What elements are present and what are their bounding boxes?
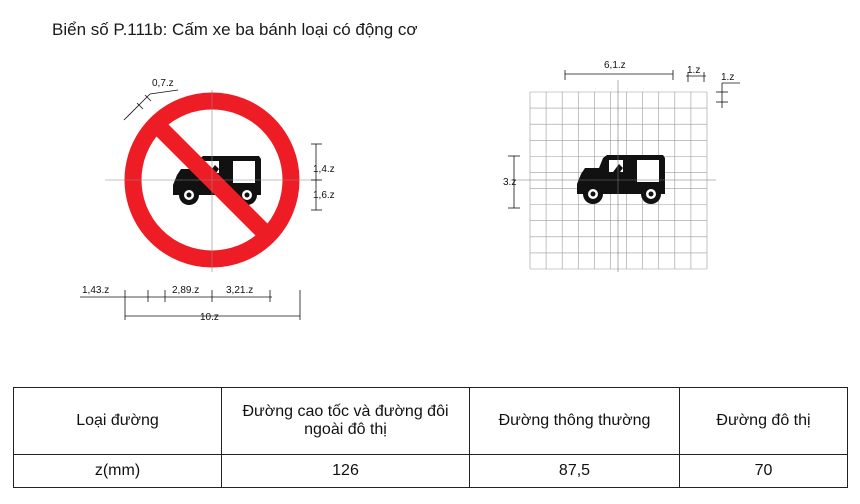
dim-left-margin-label: 1,43.z — [82, 285, 110, 296]
dim-right-span-label: 3,21.z — [226, 285, 254, 296]
header-urban-road: Đường đô thị — [680, 388, 848, 455]
header-road-type: Loại đường — [14, 388, 222, 455]
dim-lower-label: 1,6.z — [313, 190, 335, 201]
dim-cell-h-label: 1.z — [721, 72, 735, 83]
value-urban-road: 70 — [680, 455, 848, 488]
row-label: z(mm) — [14, 455, 222, 488]
dim-left-span-label: 2,89.z — [172, 285, 200, 296]
dim-grid-top — [565, 70, 740, 108]
dim-upper-label: 1,4.z — [313, 164, 335, 175]
dim-grid-width-label: 6,1.z — [604, 60, 626, 71]
table-row — [14, 455, 848, 488]
header-expressway: Đường cao tốc và đường đôi ngoài đô thị — [222, 388, 470, 455]
value-normal-road: 87,5 — [470, 455, 680, 488]
prohibition-sign — [105, 90, 320, 272]
dim-diameter-label: 10.z — [200, 312, 219, 323]
table-header-row — [14, 388, 848, 455]
dim-cell-w-label: 1.z — [687, 65, 701, 76]
dim-grid-height-label: 3.z — [503, 177, 517, 188]
value-expressway: 126 — [222, 455, 470, 488]
dim-border-label: 0,7.z — [152, 78, 174, 89]
grid-tricar-icon — [577, 155, 665, 204]
header-normal-road: Đường thông thường — [470, 388, 680, 455]
size-table — [13, 387, 848, 488]
page-title: Biển số P.111b: Cấm xe ba bánh loại có động cơ — [52, 20, 418, 39]
